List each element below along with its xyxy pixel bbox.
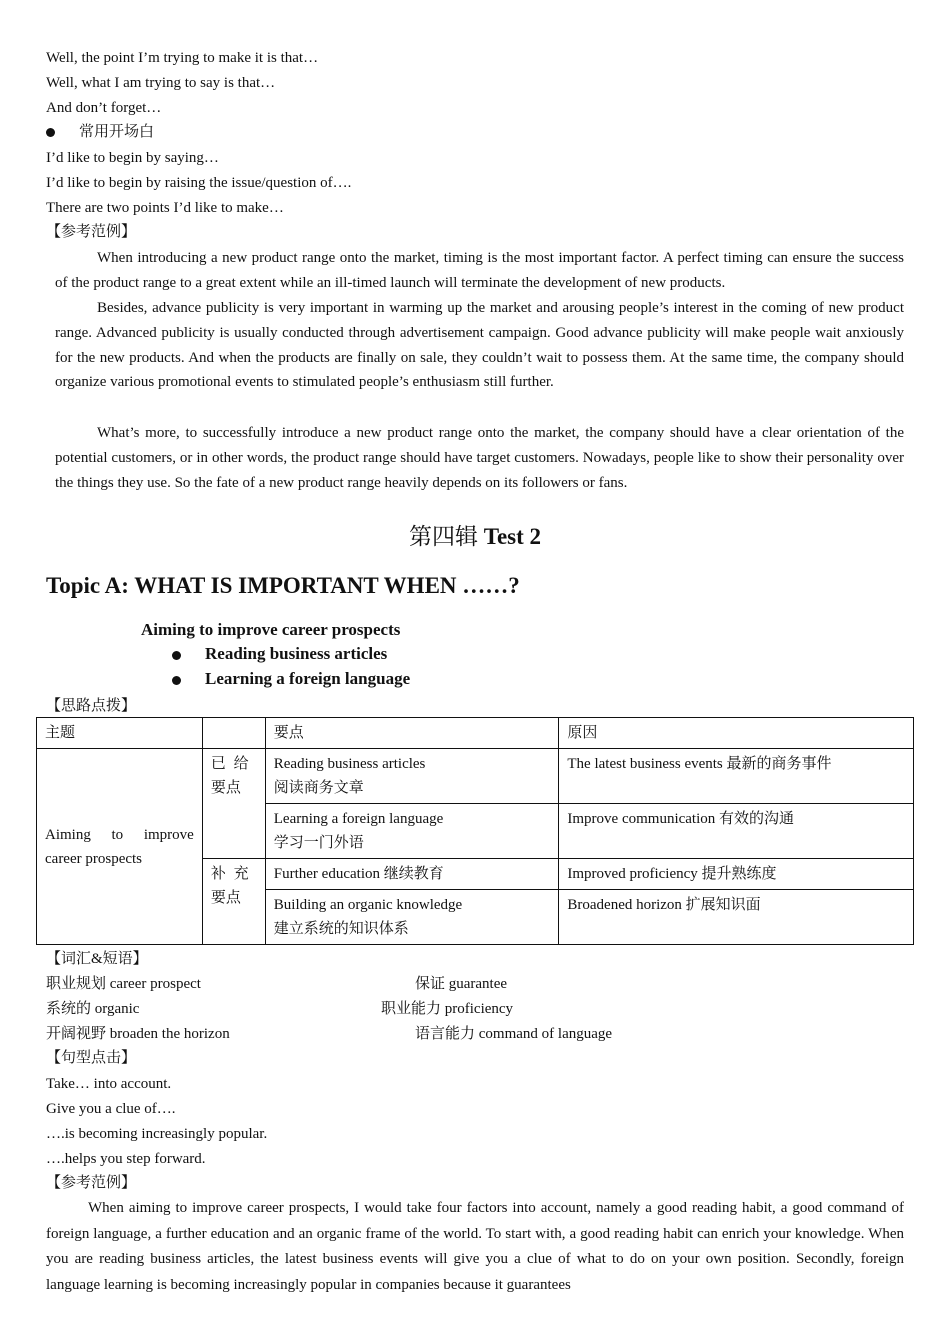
vocab-item: 开阔视野 broaden the horizon bbox=[46, 1026, 230, 1042]
given-label-cell bbox=[202, 749, 265, 859]
section-title-cn: 第四辑 bbox=[408, 524, 478, 549]
vocab-item: 保证 guarantee bbox=[415, 976, 508, 992]
phrase-line: Well, the point I’m trying to make it is that… bbox=[46, 50, 319, 66]
point-en: Learning a foreign language bbox=[273, 811, 444, 827]
reason-cell: Broadened horizon 扩展知识面 bbox=[559, 890, 914, 945]
table-header-cell bbox=[202, 718, 265, 749]
sample-paragraph: What’s more, to successfully introduce a new product range onto the market, the company should have a clear orientation of the potential customers, or in other words, the product range should have target customers. Nowadays, people like to show their personality over the things they use. So the fate of a new product range heavily depends on its followers or fans. bbox=[55, 425, 904, 491]
point-cell: Further education 继续教育 bbox=[265, 859, 559, 890]
sentence-pattern: Give you a clue of…. bbox=[46, 1101, 176, 1117]
prompt-bullet bbox=[172, 643, 387, 665]
opening-heading bbox=[46, 122, 154, 142]
sentence-pattern: ….is becoming increasingly popular. bbox=[46, 1126, 268, 1142]
bullet-icon bbox=[46, 128, 55, 137]
sample-paragraph: When introducing a new product range onto the market, timing is the most important factor. A perfect timing can ensure the success of the product range to a great extent while an ill-timed launch will terminate the development of new products. bbox=[55, 250, 904, 291]
phrase-line: I’d like to begin by raising the issue/question of…. bbox=[46, 175, 352, 191]
table-header-cell: 主题 bbox=[37, 718, 203, 749]
reason-cell: Improve communication 有效的沟通 bbox=[559, 804, 914, 859]
point-cn: 学习一门外语 bbox=[273, 835, 364, 851]
point-cn: 建立系统的知识体系 bbox=[273, 921, 409, 937]
phrase-line: Well, what I am trying to say is that… bbox=[46, 75, 276, 91]
ideas-table bbox=[36, 717, 914, 945]
sample-paragraph: When aiming to improve career prospects, I would take four factors into account, namely a good reading habit, a good command of foreign language, a further education and an organic frame of the world. To start with, a good reading habit can enrich your knowledge. When you are reading business articles, the latest business events will give you a clue of what to do on your own position. Secondly, foreign language learning is becoming increasingly popular in companies because it guarantees bbox=[46, 1200, 904, 1293]
sample-heading: 【参考范例】 bbox=[46, 1175, 137, 1191]
section-title bbox=[0, 522, 950, 552]
prompt-bullet bbox=[172, 668, 410, 690]
sentence-heading: 【句型点击】 bbox=[46, 1050, 137, 1066]
phrase-line: And don’t forget… bbox=[46, 100, 162, 116]
point-cell bbox=[265, 804, 559, 859]
phrase-line: I’d like to begin by saying… bbox=[46, 150, 219, 166]
point-en: Building an organic knowledge bbox=[273, 897, 463, 913]
vocab-heading: 【词汇&短语】 bbox=[46, 951, 148, 967]
vocab-item: 职业规划 career prospect bbox=[46, 976, 201, 992]
topic-title: Topic A: WHAT IS IMPORTANT WHEN ……? bbox=[46, 573, 520, 598]
point-en: Reading business articles bbox=[273, 756, 426, 772]
table-header-cell: 原因 bbox=[559, 718, 914, 749]
table-header-row bbox=[37, 718, 914, 749]
bullet-icon bbox=[172, 676, 181, 685]
ideas-heading: 【思路点拨】 bbox=[46, 698, 137, 714]
bullet-icon bbox=[172, 651, 181, 660]
phrase-line: There are two points I’d like to make… bbox=[46, 200, 284, 216]
vocab-item: 职业能力 proficiency bbox=[381, 1001, 514, 1017]
prompt-heading: Aiming to improve career prospects bbox=[141, 620, 401, 639]
prompt-bullet-text: Reading business articles bbox=[205, 644, 388, 663]
extra-label-cell bbox=[202, 859, 265, 945]
label-line: 补 充 bbox=[210, 866, 251, 882]
vocab-item: 语言能力 command of language bbox=[415, 1026, 613, 1042]
label-line: 已 给 bbox=[210, 756, 251, 772]
sample-paragraph: Besides, advance publicity is very important in warming up the market and arousing people’s interest in the coming of new product range. Advanced publicity is usually conducted through advertisement campaign. Good advance publicity will make people wait anxiously for the new products. And when the products are finally on sale, they couldn’t wait to possess them. At the same time, the company should organize various promotional events to stimulated people’s enthusiasm still further. bbox=[55, 300, 904, 391]
point-cell bbox=[265, 890, 559, 945]
point-cell bbox=[265, 749, 559, 804]
sample-heading: 【参考范例】 bbox=[46, 224, 137, 240]
sentence-pattern: ….helps you step forward. bbox=[46, 1151, 206, 1167]
label-line: 要点 bbox=[210, 780, 241, 796]
prompt-bullet-text: Learning a foreign language bbox=[205, 669, 411, 688]
table-header-cell: 要点 bbox=[265, 718, 559, 749]
point-cn: 阅读商务文章 bbox=[273, 780, 364, 796]
section-title-en: Test 2 bbox=[483, 524, 542, 549]
table-row bbox=[37, 749, 914, 804]
label-line: 要点 bbox=[210, 890, 241, 906]
reason-cell: Improved proficiency 提升熟练度 bbox=[559, 859, 914, 890]
sentence-pattern: Take… into account. bbox=[46, 1076, 172, 1092]
vocab-item: 系统的 organic bbox=[46, 1001, 140, 1017]
topic-cell: Aiming to improve career prospects bbox=[37, 749, 203, 945]
reason-cell: The latest business events 最新的商务事件 bbox=[559, 749, 914, 804]
opening-heading-text: 常用开场白 bbox=[79, 124, 155, 140]
